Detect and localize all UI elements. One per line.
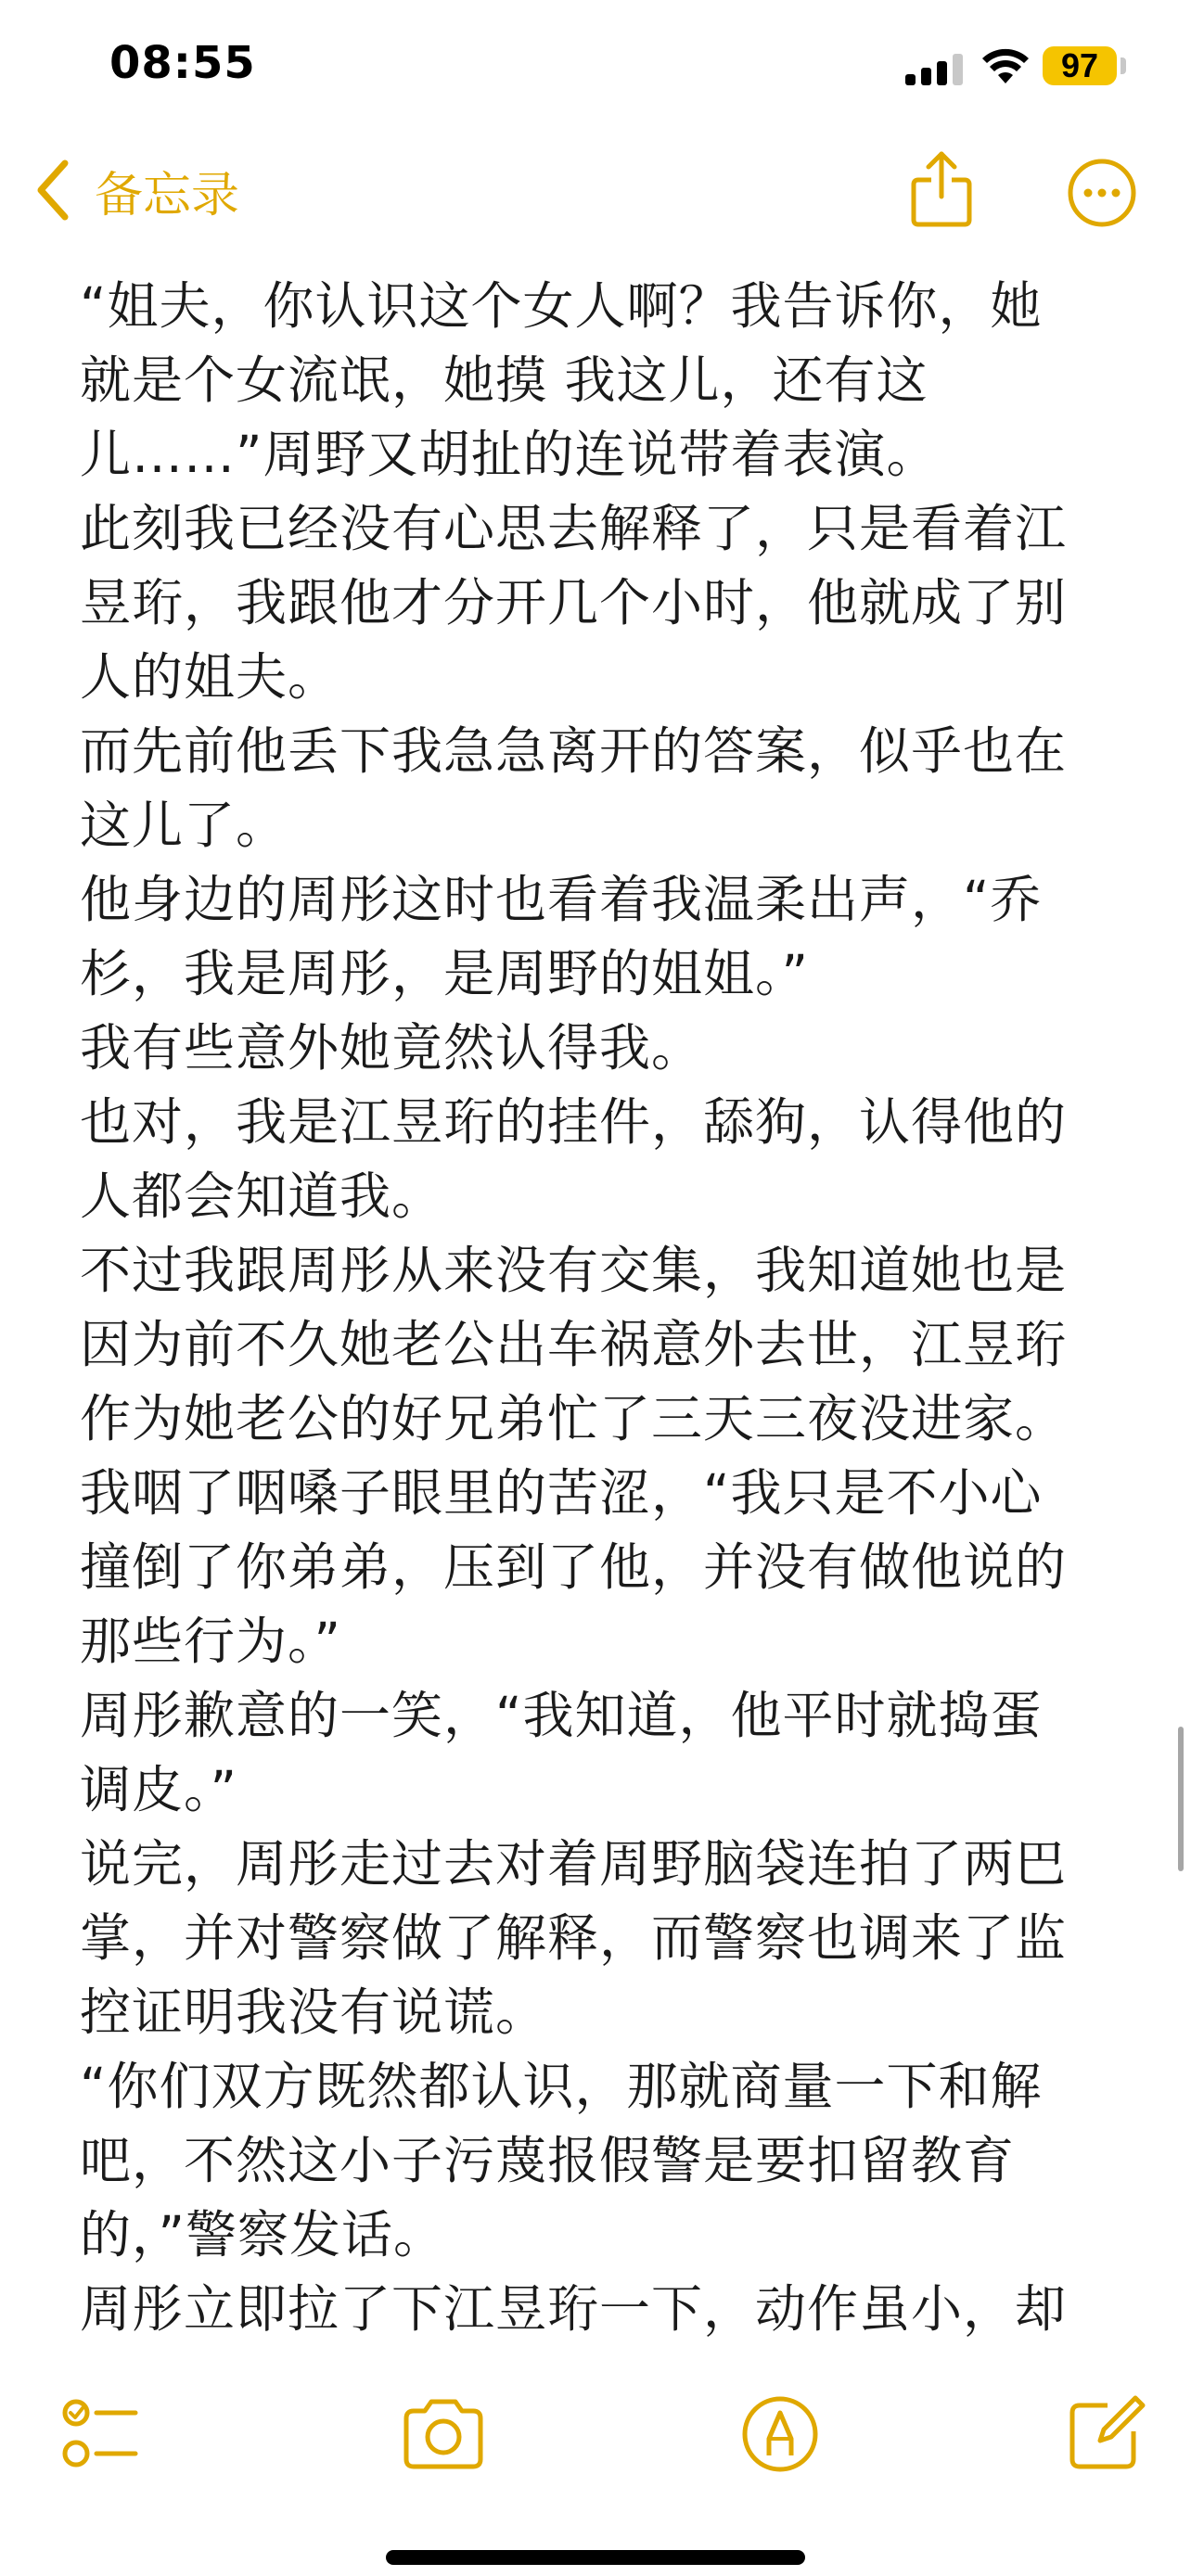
note-line: 那些行为。” [80,1612,341,1671]
note-line: 周彤立即拉了下江昱珩一下，动作虽小，却 [80,2279,1068,2339]
note-line: 昱珩，我跟他才分开几个小时，他就成了别 [80,573,1068,632]
note-line: 掌，并对警察做了解释，而警察也调来了监 [80,1908,1068,1968]
bottom-toolbar [0,2355,1191,2576]
note-line: 的，”警察发话。 [80,2205,445,2264]
note-line: 人都会知道我。 [80,1167,444,1226]
note-line: 此刻我已经没有心思去解释了，只是看着江 [80,499,1068,558]
note-line: 而先前他丢下我急急离开的答案，似乎也在 [80,721,1068,781]
more-icon[interactable] [1067,158,1137,228]
note-line: 他身边的周彤这时也看着我温柔出声，“乔 [80,870,1043,929]
note-line: 作为她老公的好兄弟忙了三天三夜没进家。 [80,1389,1068,1448]
nav-bar [0,130,1191,250]
battery-tip [1121,57,1126,74]
note-line: 周彤歉意的一笑，“我知道，他平时就捣蛋 [80,1686,1043,1745]
note-line: 我有些意外她竟然认得我。 [80,1018,704,1078]
wifi-icon [981,48,1030,85]
chevron-left-icon [33,158,74,223]
status-time: 08:55 [109,37,256,89]
note-line: 不过我跟周彤从来没有交集，我知道她也是 [80,1241,1068,1300]
camera-icon[interactable] [399,2392,488,2476]
note-line: 撞倒了你弟弟，压到了他，并没有做他说的 [80,1537,1068,1597]
status-bar [0,0,1191,130]
note-line: 调皮。” [80,1760,237,1819]
note-line: 因为前不久她老公出车祸意外去世，江昱珩 [80,1315,1068,1374]
note-line: 吧，不然这小子污蔑报假警是要扣留教育 [80,2131,1016,2190]
note-line: 我咽了咽嗓子眼里的苦涩，“我只是不小心 [80,1463,1043,1523]
note-line: 就是个女流氓，她摸 我这儿，还有这 [80,351,928,410]
note-line: 人的姐夫。 [80,647,340,707]
checklist-icon[interactable] [58,2392,141,2476]
share-icon[interactable] [909,150,974,228]
cellular-signal-icon [905,54,970,85]
note-line: 控证明我没有说谎。 [80,1983,548,2042]
note-body[interactable] [80,269,1128,2346]
note-line: 杉，我是周彤，是周野的姐姐。” [80,944,809,1003]
note-line: 儿……”周野又胡扯的连说带着表演。 [80,425,939,484]
note-line: 这儿了。 [80,796,288,855]
back-button[interactable] [33,158,239,223]
battery-level: 97 [1043,46,1117,85]
note-line: 说完，周彤走过去对着周野脑袋连拍了两巴 [80,1834,1068,1894]
note-line: 也对，我是江昱珩的挂件，舔狗，认得他的 [80,1092,1068,1152]
note-line: “姐夫，你认识这个女人啊？我告诉你，她 [80,276,1043,336]
scroll-indicator[interactable] [1178,1727,1184,1871]
back-label: 备忘录 [95,167,240,223]
home-indicator[interactable] [386,2550,805,2565]
markup-pen-icon[interactable] [738,2392,822,2476]
note-line: “你们双方既然都认识，那就商量一下和解 [80,2057,1043,2116]
compose-icon[interactable] [1063,2392,1146,2476]
